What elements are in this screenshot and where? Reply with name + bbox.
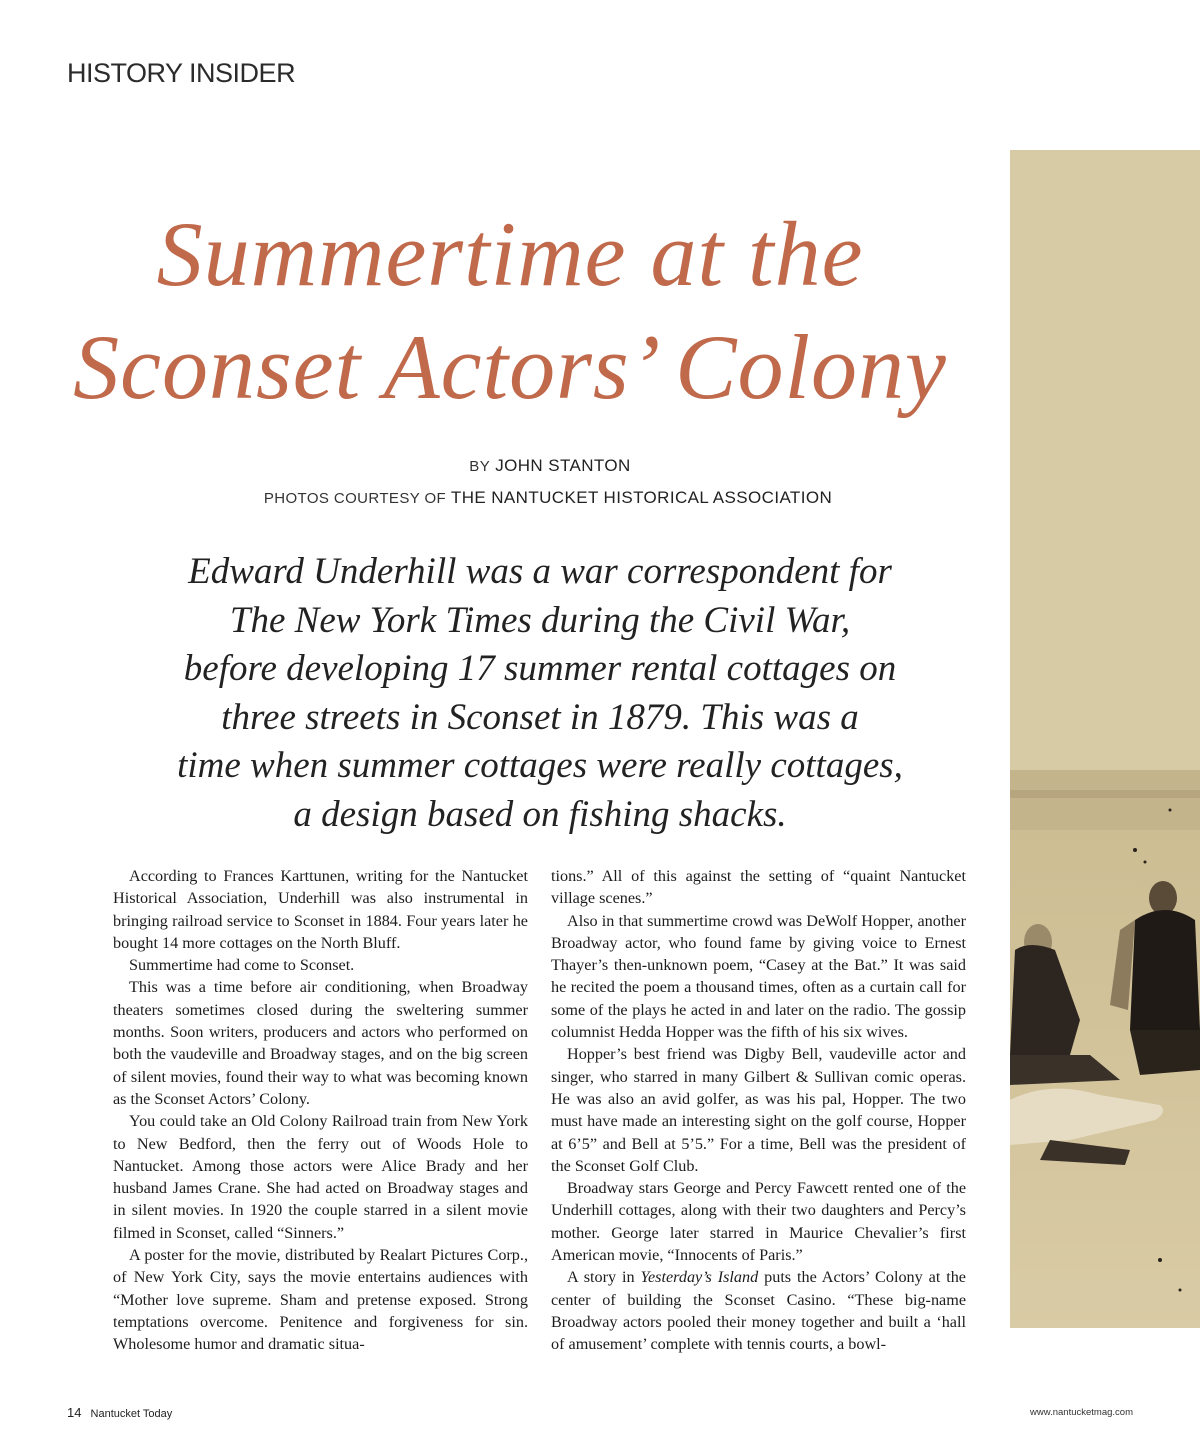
- body-paragraph: A poster for the movie, distributed by Realart Pictures Corp., of New York City, says the movie entertains audiences with “Mother love supreme. Sham and pretense exposed. Strong temptations overcome. Penitence and forgiveness for sin. Wholesome humor and dramatic situa-: [113, 1246, 528, 1354]
- photo-credit-source: THE NANTUCKET HISTORICAL ASSOCIATION: [450, 488, 833, 507]
- body-paragraph: According to Frances Karttunen, writing for the Nantucket Historical Association, Underhill was also instrumental in bringing railroad service to Sconset in 1884. Four years later he bought 14 more cottages on the North Bluff.: [113, 867, 528, 952]
- page-number: 14: [67, 1405, 82, 1420]
- deck-line: time when summer cottages were really cottages,: [177, 745, 903, 786]
- deck-line: before developing 17 summer rental cottages on: [183, 648, 897, 689]
- photo-credit: [148, 488, 948, 508]
- body-paragraph: This was a time before air conditioning, when Broadway theaters sometimes closed during the sweltering summer months. Soon writers, producers and actors who performed on both the vaudeville and Broadway stages, and on the big screen of silent movies, found their way to what was becoming known as the Sconset Actors’ Colony.: [113, 978, 528, 1108]
- section-tag: HISTORY INSIDER: [67, 58, 296, 88]
- body-paragraph: tions.” All of this against the setting of “quaint Nantucket village scenes.”: [551, 867, 966, 908]
- author-byline: [160, 456, 940, 476]
- body-paragraph: Also in that summertime crowd was DeWolf Hopper, another Broadway actor, who found fame by giving voice to Ernest Thayer’s then-unknown poem, “Casey at the Bat.” It was said he recited the poem a thousand times, often as a curtain call for some of the plays he acted in and later on the radio. The gossip columnist Hedda Hopper was the fifth of his six wives.: [551, 911, 966, 1042]
- body-column-2: [551, 865, 966, 1356]
- beach-photo-illustration: [1010, 150, 1200, 1328]
- body-paragraph: You could take an Old Colony Railroad train from New York to New Bedford, then the ferry out of Woods Hole to Nantucket. Among those actors were Alice Brady and her husband James Crane. She had acted on Broadway stages and in silent movies. In 1920 the couple starred in a silent movie filmed in Sconset, called “Sinners.”: [113, 1112, 528, 1242]
- article-title: [60, 198, 960, 424]
- deck-line: Edward Underhill was a war correspondent for: [188, 551, 892, 592]
- title-line-1: Summertime at the: [156, 203, 864, 305]
- body-paragraph: Broadway stars George and Percy Fawcett rented one of the Underhill cottages, along with their two daughters and Percy’s mother. George later starred in Maurice Chevalier’s first American movie, “Innocents of Paris.”: [551, 1179, 966, 1265]
- publication-name: Nantucket Today: [90, 1408, 173, 1420]
- body-paragraph: Hopper’s best friend was Digby Bell, vaudeville actor and singer, who starred in many Gilbert & Sullivan comic operas. He was also an avid golfer, as was his pal, Hopper. The two must have made an interesting sight on the golf course, Hopper at 6’5” and Bell at 5’5.” For a time, Bell was the president of the Sconset Golf Club.: [551, 1045, 966, 1175]
- photo-credit-prefix: PHOTOS COURTESY OF: [263, 490, 447, 507]
- title-line-2: Sconset Actors’ Colony: [73, 316, 947, 418]
- deck-line: The New York Times during the Civil War,: [229, 599, 851, 641]
- body-paragraph: Summertime had come to Sconset.: [129, 956, 355, 975]
- article-deck: [150, 548, 930, 839]
- page-footer-left: [67, 1405, 172, 1420]
- book-title: Yesterday’s Island: [640, 1268, 759, 1287]
- author-name: JOHN STANTON: [495, 456, 631, 475]
- beach-photo: [1010, 150, 1200, 1328]
- body-text: puts the Actors’ Colony at the center of building the Sconset Casino. “These big-name Broadway actors pooled their money together and built a ‘hall of amusement’ complete with tennis courts, a bowl-: [551, 1268, 966, 1354]
- deck-line: three streets in Sconset in 1879. This was a: [221, 696, 859, 738]
- byline-prefix: BY: [469, 458, 491, 475]
- website-url: www.nantucketmag.com: [1030, 1407, 1133, 1418]
- body-paragraph: [551, 1266, 966, 1355]
- body-text: A story in: [567, 1268, 641, 1287]
- deck-line: a design based on fishing shacks.: [293, 793, 787, 835]
- body-column-1: [113, 865, 528, 1356]
